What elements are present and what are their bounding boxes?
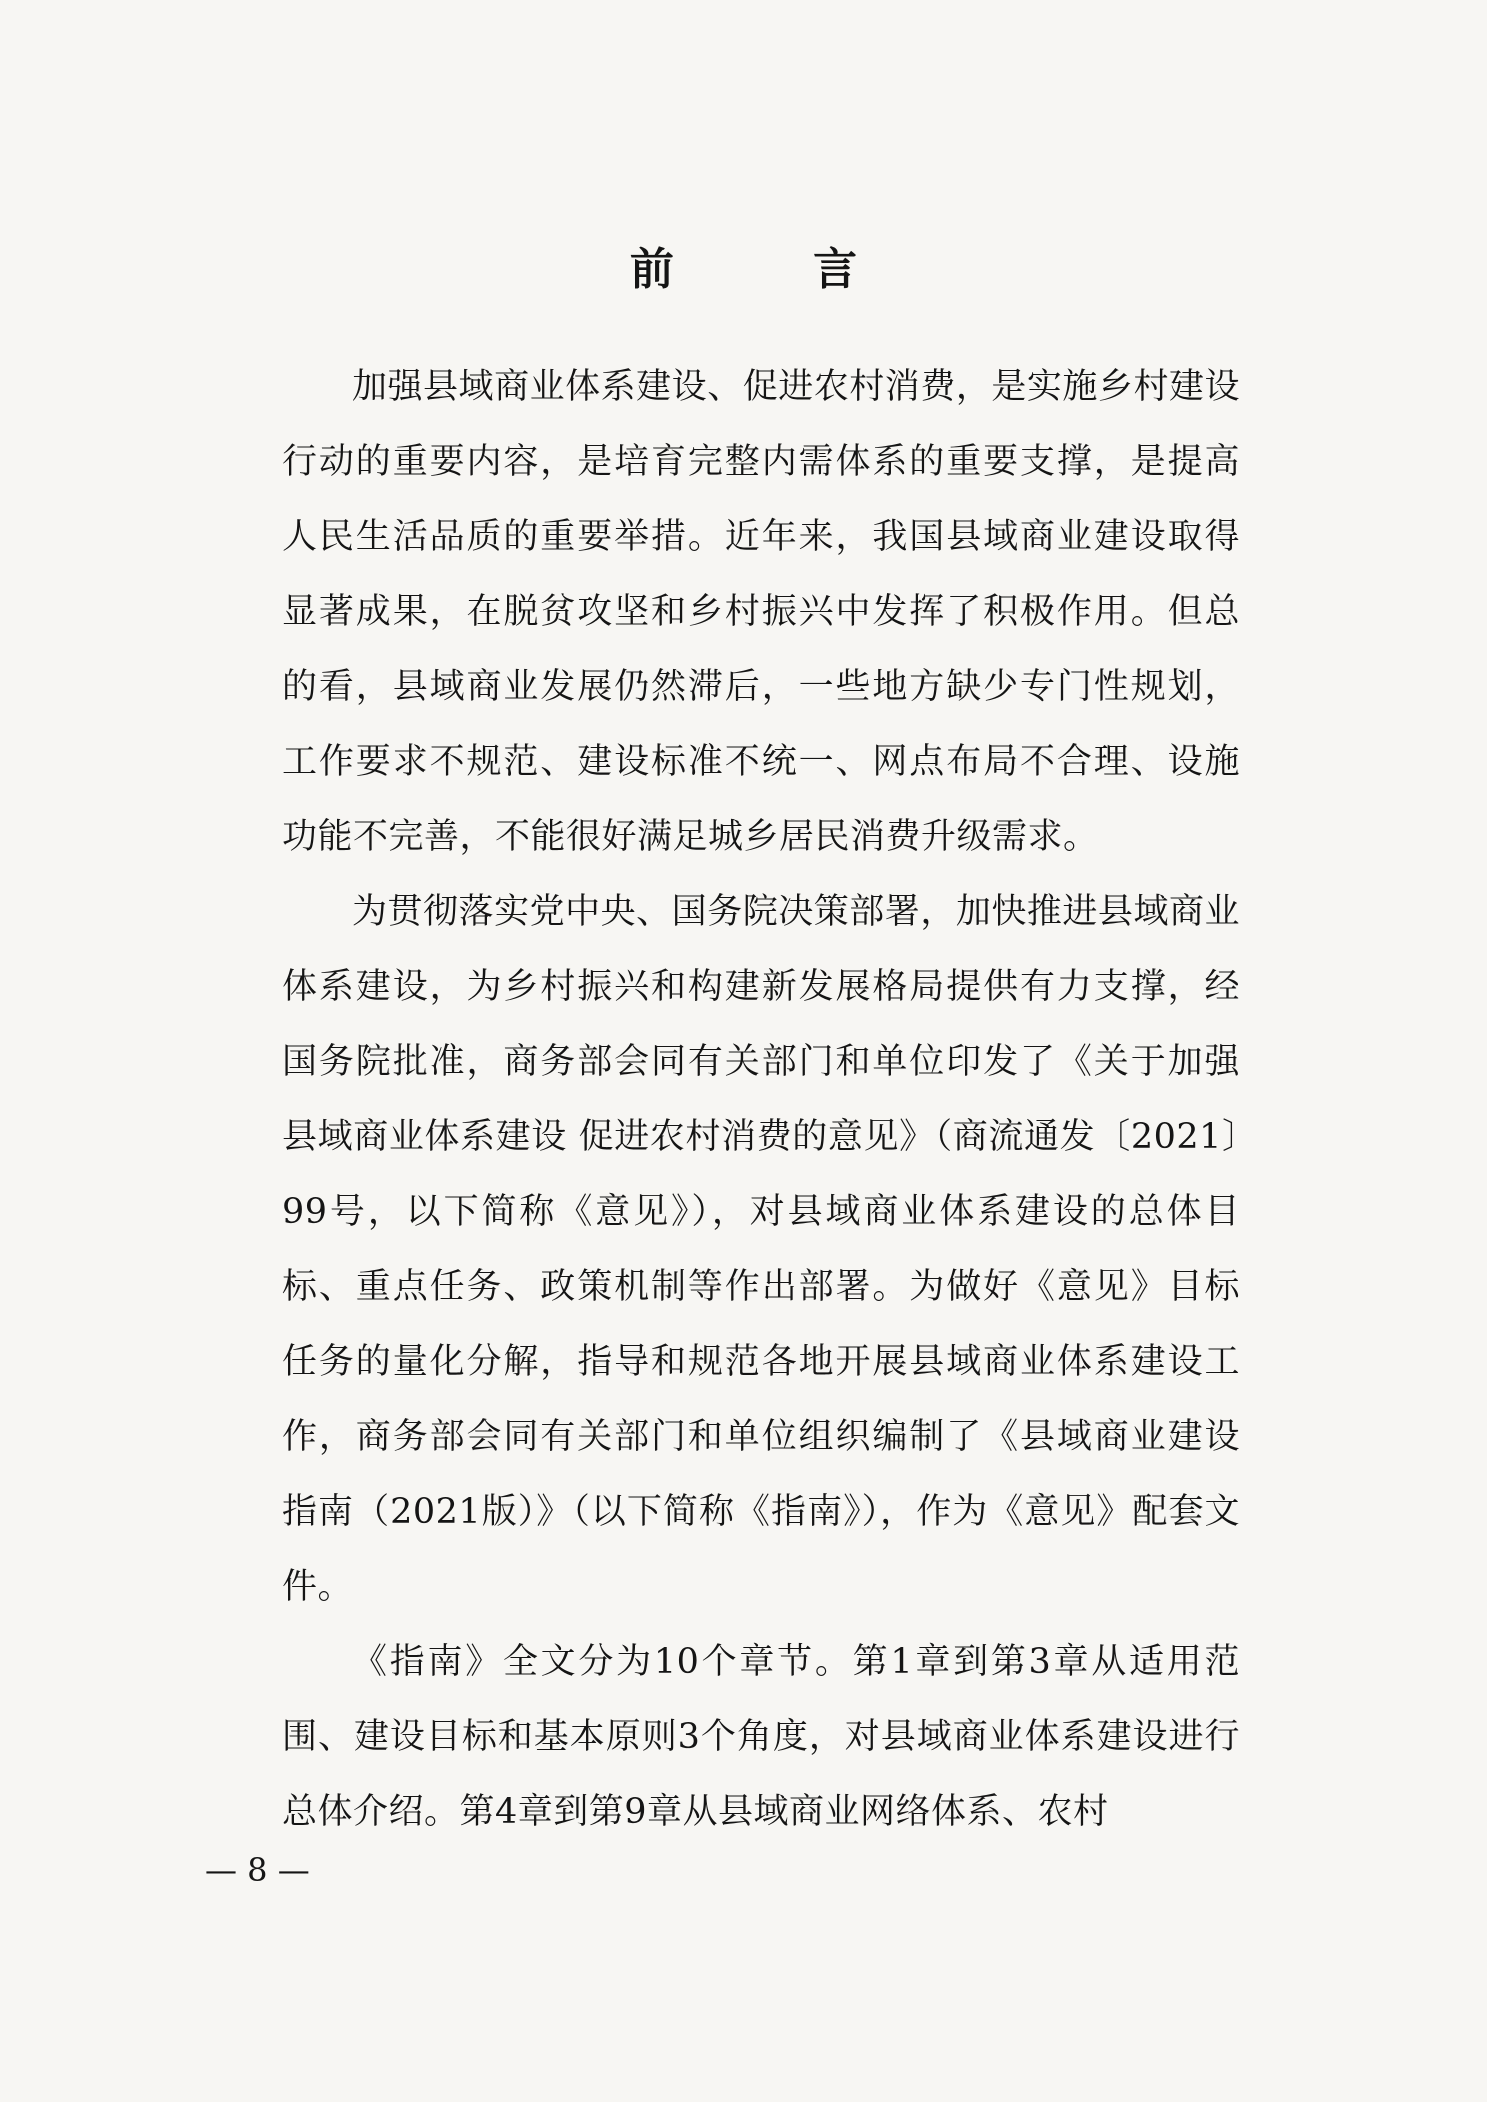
paragraph-3: 《指南》全文分为10个章节。第1章到第3章从适用范围、建设目标和基本原则3个角度，对县域商业体系建设进行总体介绍。第4章到第9章从县域商业网络体系、农村 [282, 1642, 1240, 1832]
page-title: 前 言 [629, 244, 920, 295]
body-text [282, 350, 1240, 1850]
paragraph-1: 加强县域商业体系建设、促进农村消费，是实施乡村建设行动的重要内容，是培育完整内需体系的重要支撑，是提高人民生活品质的重要举措。近年来，我国县域商业建设取得显著成果，在脱贫攻坚和乡村振兴中发挥了积极作用。但总的看，县域商业发展仍然滞后，一些地方缺少专门性规划，工作要求不规范、建设标准不统一、网点布局不合理、设施功能不完善，不能很好满足城乡居民消费升级需求。 [282, 367, 1240, 857]
paragraph-2: 为贯彻落实党中央、国务院决策部署，加快推进县域商业体系建设，为乡村振兴和构建新发展格局提供有力支撑，经国务院批准，商务部会同有关部门和单位印发了《关于加强县域商业体系建设 促进农村消费的意见》（商流通发〔2021〕99号，以下简称《意见》），对县域商业体系建设的总体目标、重点任务、政策机制等作出部署。为做好《意见》目标任务的量化分解，指导和规范各地开展县域商业体系建设工作，商务部会同有关部门和单位组织编制了《县域商业建设指南（2021版）》（以下简称《指南》），作为《意见》配套文件。 [282, 892, 1240, 1607]
page-number: — 8 — [205, 1851, 310, 1889]
